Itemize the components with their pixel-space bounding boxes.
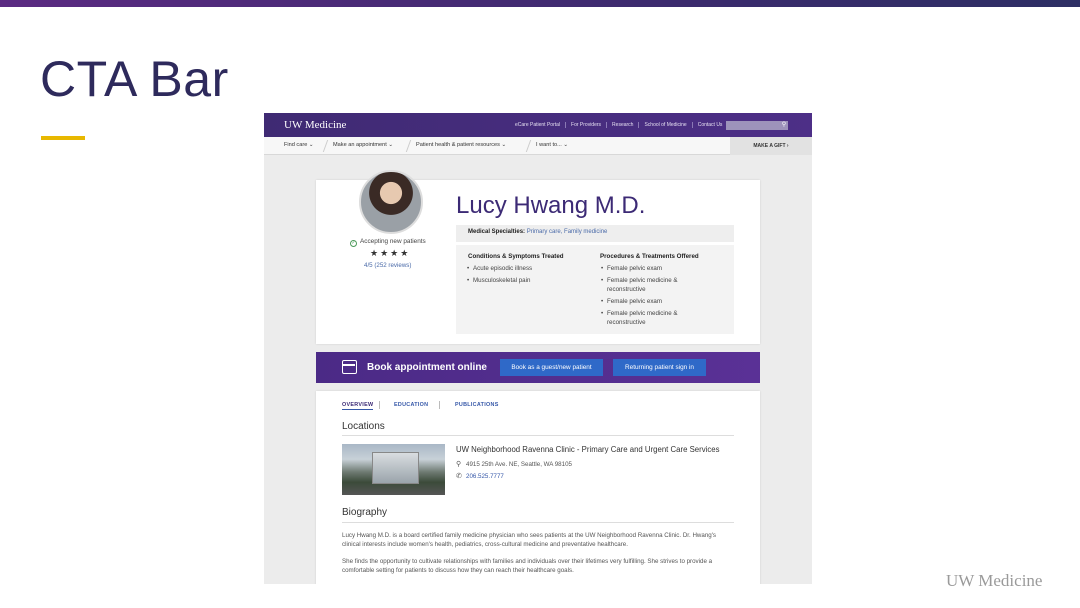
utility-link-contact[interactable]: Contact Us	[697, 122, 723, 128]
nav-find-care[interactable]: Find care ⌄	[284, 142, 314, 148]
accepting-label: Accepting new patients	[360, 238, 426, 245]
make-gift-button[interactable]: MAKE A GIFT ›	[730, 137, 812, 155]
returning-patient-button[interactable]: Returning patient sign in	[613, 359, 706, 376]
procedure-item: • Female pelvic exam	[607, 298, 662, 305]
procedure-item-cont: reconstructive	[607, 286, 646, 293]
doctor-name: Lucy Hwang M.D.	[456, 192, 646, 219]
search-icon[interactable]: ⚲	[781, 122, 787, 128]
rating-stars: ★★★★	[370, 248, 411, 258]
main-nav	[264, 137, 812, 155]
book-guest-button[interactable]: Book as a guest/new patient	[500, 359, 603, 376]
check-circle-icon: ✓	[351, 240, 356, 246]
title-accent-bar	[41, 136, 85, 140]
procedure-item: • Female pelvic medicine &	[607, 277, 678, 284]
clinic-photo	[342, 444, 445, 495]
tab-divider	[379, 401, 380, 409]
specialties-row	[456, 225, 734, 242]
tab-education[interactable]: EDUCATION	[394, 402, 429, 408]
search-input[interactable]	[726, 121, 788, 130]
divider	[342, 435, 734, 436]
site-header	[264, 113, 812, 137]
accepting-patients	[350, 238, 426, 247]
divider	[342, 522, 734, 523]
nav-find-care-label: Find care	[284, 142, 308, 148]
biography-paragraph: Lucy Hwang M.D. is a board certified family medicine physician who sees patients at the UW Neighborhood Ravenna Clinic. Dr. Hwang's clinical interests include women's health, pediatrics, cross-cultural medicine and preventative healthcare.	[342, 532, 716, 548]
conditions-procedures-panel	[456, 245, 734, 334]
reviews-link[interactable]: 4/5 (252 reviews)	[364, 262, 412, 269]
biography-heading: Biography	[342, 507, 388, 518]
top-stripe	[0, 0, 1080, 7]
nav-make-appointment-label: Make an appointment	[333, 142, 387, 148]
locations-heading: Locations	[342, 421, 385, 432]
specialties-label: Medical Specialties:	[468, 229, 526, 235]
site-logo[interactable]: UW Medicine	[284, 119, 347, 131]
specialties-value[interactable]: Primary care, Family medicine	[526, 229, 608, 235]
utility-link-research[interactable]: Research	[607, 122, 639, 128]
procedure-item: • Female pelvic exam	[607, 265, 662, 272]
nav-i-want-to[interactable]: I want to... ⌄	[536, 142, 569, 148]
nav-divider	[323, 140, 328, 152]
utility-links	[510, 122, 727, 128]
biography-paragraph: She finds the opportunity to cultivate relationships with families and individuals over their lifetimes very fulfilling. She strives to provide a comfortable setting for patients to discuss how they can reach their healthcare goals.	[342, 558, 713, 574]
tab-publications[interactable]: PUBLICATIONS	[455, 402, 499, 408]
nav-divider	[526, 140, 531, 152]
footer-logo: UW Medicine	[946, 571, 1043, 590]
procedure-item: • Female pelvic medicine &	[607, 310, 678, 317]
nav-patient-resources[interactable]: Patient health & patient resources ⌄	[416, 142, 507, 148]
condition-item: • Acute episodic illness	[473, 265, 532, 272]
nav-make-appointment[interactable]: Make an appointment ⌄	[333, 142, 394, 148]
conditions-heading: Conditions & Symptoms Treated	[468, 253, 564, 260]
clinic-address: 4915 25th Ave. NE, Seattle, WA 98105	[466, 461, 572, 468]
cta-bar	[316, 352, 760, 383]
condition-item: • Musculoskeletal pain	[473, 277, 530, 284]
make-gift-label: MAKE A GIFT	[753, 143, 786, 149]
clinic-phone[interactable]: 206.525.7777	[466, 473, 504, 480]
map-pin-icon: ⚲	[456, 461, 462, 468]
detail-card	[316, 391, 760, 584]
utility-link-school[interactable]: School of Medicine	[639, 122, 692, 128]
phone-icon: ✆	[456, 473, 462, 480]
nav-patient-resources-label: Patient health & patient resources	[416, 142, 500, 148]
profile-card	[316, 180, 760, 344]
tab-divider	[439, 401, 440, 409]
calendar-icon	[342, 360, 357, 374]
procedure-item-cont: reconstructive	[607, 319, 646, 326]
clinic-name[interactable]: UW Neighborhood Ravenna Clinic - Primary Care and Urgent Care Services	[456, 445, 720, 454]
cta-label: Book appointment online	[367, 362, 487, 373]
nav-i-want-to-label: I want to...	[536, 142, 562, 148]
utility-link-ecare[interactable]: eCare Patient Portal	[510, 122, 566, 128]
procedures-heading: Procedures & Treatments Offered	[600, 253, 699, 260]
nav-divider	[406, 140, 411, 152]
tab-overview[interactable]: OVERVIEW	[342, 402, 374, 408]
doctor-photo	[359, 170, 423, 234]
slide-title: CTA Bar	[40, 51, 229, 107]
utility-link-providers[interactable]: For Providers	[566, 122, 607, 128]
website-screenshot	[264, 113, 812, 584]
